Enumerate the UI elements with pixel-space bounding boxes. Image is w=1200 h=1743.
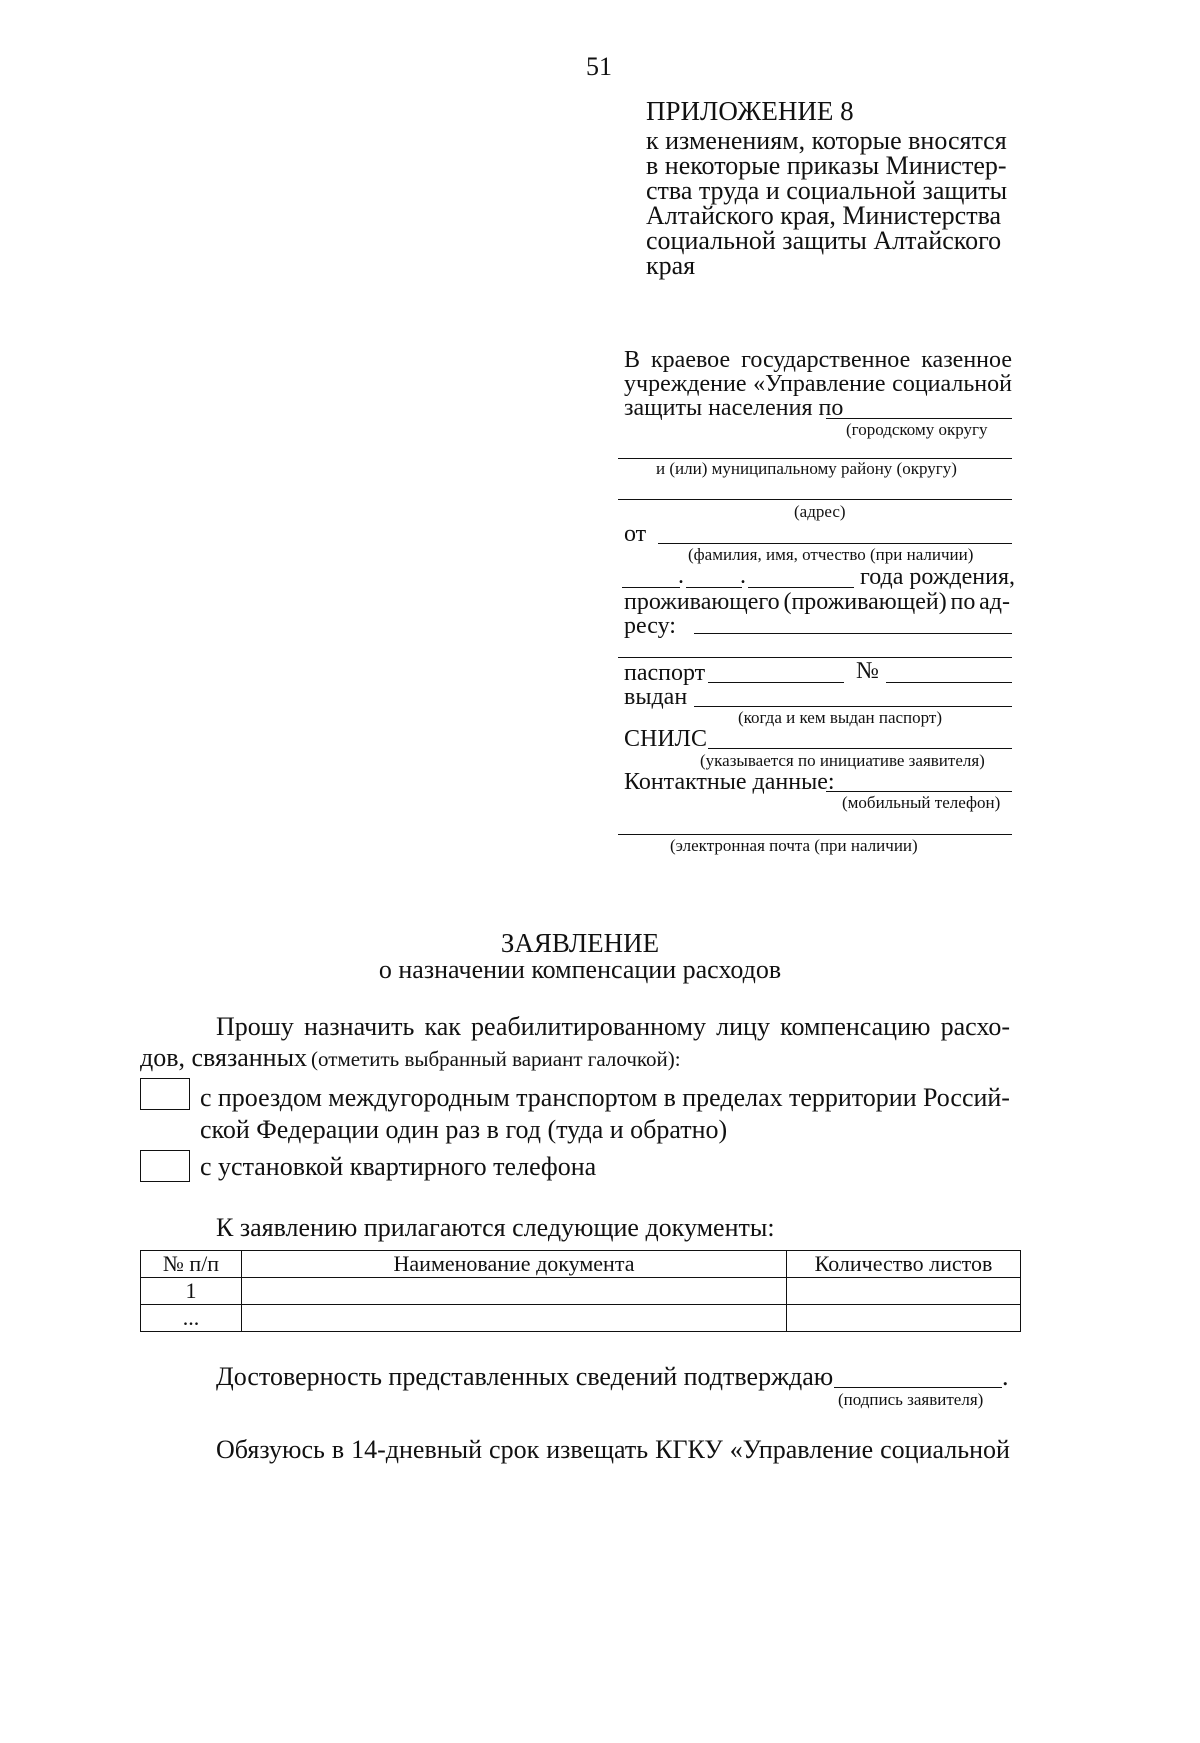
addressee-line-3: защиты населения по xyxy=(624,395,844,421)
hint-phone: (мобильный телефон) xyxy=(842,793,1001,812)
word: транспортом xyxy=(516,1083,658,1112)
obligation-line xyxy=(216,1435,1010,1465)
birth-dot: . xyxy=(678,563,684,589)
appendix-line: ства труда и социальной защиты xyxy=(646,176,1008,205)
word: В xyxy=(624,347,641,373)
word: территории xyxy=(788,1083,917,1112)
page-number: 51 xyxy=(586,52,612,81)
confirmation-period: . xyxy=(1002,1362,1009,1391)
header-sheet-count: Количество листов xyxy=(787,1251,1021,1278)
word: КГКУ xyxy=(655,1435,723,1464)
word: государственное xyxy=(741,347,911,373)
word: с xyxy=(200,1083,212,1112)
birth-day-line[interactable] xyxy=(622,587,680,588)
word: пределах xyxy=(682,1083,783,1112)
confirmation-text: Достоверность представленных сведений подтверждаю xyxy=(216,1362,834,1391)
hint-email: (электронная почта (при наличии) xyxy=(670,836,918,855)
word: краевое xyxy=(651,347,731,373)
appendix-line: Алтайского края, Министерства xyxy=(646,201,1002,230)
cell-doc-name[interactable] xyxy=(242,1305,787,1332)
passport-label: паспорт xyxy=(624,660,706,686)
word: проездом xyxy=(217,1083,322,1112)
word: ад- xyxy=(979,589,1010,615)
word: в xyxy=(663,1083,676,1112)
option-1-line-2: ской Федерации один раз в год (туда и обратно) xyxy=(200,1115,728,1144)
word: по xyxy=(950,589,976,615)
signature-line[interactable] xyxy=(834,1387,1002,1388)
hint-issued: (когда и кем выдан паспорт) xyxy=(738,708,943,727)
word: «Управление xyxy=(729,1435,874,1464)
word: в xyxy=(331,1435,345,1464)
word: срок xyxy=(489,1435,540,1464)
appendix-line: социальной защиты Алтайского xyxy=(646,226,1002,255)
cell-number: ... xyxy=(141,1305,242,1332)
word: Россий- xyxy=(922,1083,1010,1112)
documents-table xyxy=(140,1250,1021,1332)
word: междугородным xyxy=(328,1083,510,1112)
cell-sheet-count[interactable] xyxy=(787,1278,1021,1305)
issued-label: выдан xyxy=(624,684,688,710)
cell-sheet-count[interactable] xyxy=(787,1305,1021,1332)
option-2-label: с установкой квартирного телефона xyxy=(200,1152,597,1181)
passport-number-line[interactable] xyxy=(886,682,1012,683)
hint-snils: (указывается по инициативе заявителя) xyxy=(700,751,985,770)
hint-district: и (или) муниципальному району (округу) xyxy=(656,459,957,478)
header-doc-name: Наименование документа xyxy=(242,1251,787,1278)
addressee-line-1 xyxy=(624,347,1012,374)
table-row xyxy=(141,1305,1021,1332)
hint-address: (адрес) xyxy=(794,502,846,521)
passport-series-line[interactable] xyxy=(708,682,844,683)
hint-text: (отметить выбранный вариант галочкой): xyxy=(311,1047,681,1071)
word: как xyxy=(424,1012,461,1041)
birth-month-line[interactable] xyxy=(686,587,742,588)
city-field-line[interactable] xyxy=(826,418,1012,419)
birth-dot: . xyxy=(740,563,746,589)
fio-field-line[interactable] xyxy=(658,543,1012,544)
word: (проживающей) xyxy=(783,589,947,615)
word: социальной xyxy=(892,371,1012,397)
birth-label: года рождения, xyxy=(860,564,1015,590)
word: 14-дневный xyxy=(351,1435,483,1464)
birth-year-line[interactable] xyxy=(748,587,854,588)
request-line-1 xyxy=(216,1012,1010,1042)
hint-fio: (фамилия, имя, отчество (при наличии) xyxy=(688,545,974,564)
option-phone-installation-checkbox[interactable] xyxy=(140,1150,190,1182)
word: компенсацию xyxy=(780,1012,931,1041)
appendix-title: ПРИЛОЖЕНИЕ 8 xyxy=(646,96,854,126)
number-sign: № xyxy=(856,658,879,684)
word: социальной xyxy=(880,1435,1010,1464)
table-header-row xyxy=(141,1251,1021,1278)
header-number: № п/п xyxy=(141,1251,242,1278)
appendix-line: края xyxy=(646,251,696,280)
word: назначить xyxy=(303,1012,415,1041)
word: расхо- xyxy=(940,1012,1010,1041)
table-row xyxy=(141,1278,1021,1305)
word: казенное xyxy=(921,347,1012,373)
appendix-line: в некоторые приказы Министер- xyxy=(646,151,1007,180)
email-field-line[interactable] xyxy=(618,834,1012,835)
word: лицу xyxy=(716,1012,770,1041)
statement-title: ЗАЯВЛЕНИЕ xyxy=(500,928,660,958)
word: «Управление xyxy=(753,371,886,397)
hint-signature: (подпись заявителя) xyxy=(838,1390,984,1409)
option-intercity-transport-checkbox[interactable] xyxy=(140,1078,190,1110)
residing-line xyxy=(624,589,1010,616)
word: извещать xyxy=(546,1435,649,1464)
from-label: от xyxy=(624,521,647,547)
request-line-2 xyxy=(140,1043,681,1073)
cell-doc-name[interactable] xyxy=(242,1278,787,1305)
hint-city: (городскому округу xyxy=(846,420,988,439)
word: реабилитированному xyxy=(471,1012,707,1041)
phone-field-line[interactable] xyxy=(826,791,1012,792)
issued-field-line[interactable] xyxy=(694,706,1012,707)
contacts-label: Контактные данные: xyxy=(624,769,835,795)
word: Прошу xyxy=(216,1012,294,1041)
text: дов, связанных xyxy=(140,1043,308,1072)
residing-label: ресу: xyxy=(624,613,676,639)
word: проживающего xyxy=(624,589,780,615)
option-1-line-1 xyxy=(200,1083,1010,1113)
residence-field-line[interactable] xyxy=(694,633,1012,634)
appendix-line: к изменениям, которые вносятся xyxy=(646,126,1007,155)
documents-intro: К заявлению прилагаются следующие документы: xyxy=(216,1213,775,1242)
statement-subtitle: о назначении компенсации расходов xyxy=(378,955,782,984)
cell-number: 1 xyxy=(141,1278,242,1305)
residence-field-line-2[interactable] xyxy=(618,657,1012,658)
addressee-line-2 xyxy=(624,371,1012,398)
word: учреждение xyxy=(624,371,747,397)
address-field-line[interactable] xyxy=(618,499,1012,500)
word: Обязуюсь xyxy=(216,1435,325,1464)
snils-label: СНИЛС xyxy=(624,726,707,752)
snils-field-line[interactable] xyxy=(708,748,1012,749)
